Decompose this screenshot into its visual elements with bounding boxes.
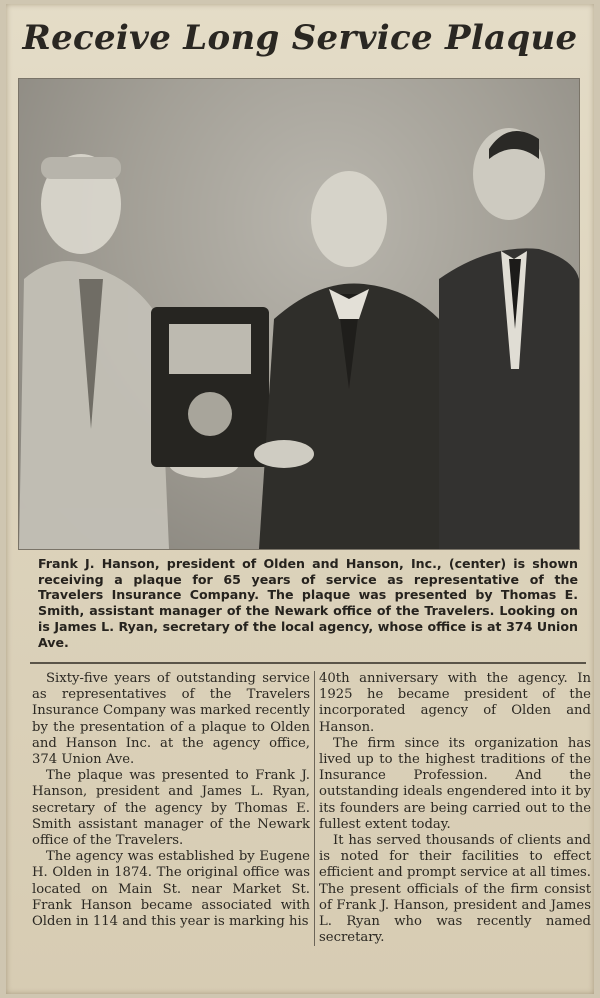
news-photo [18,78,580,550]
article-column-left [32,671,310,930]
article-paragraph: The agency was established by Eugene H. Olden in 1874. The original office was located on Main St. near Market St. Frank Hanson became associated with Olden in 114 and this year is marking his [32,849,310,930]
article-paragraph: Sixty-five years of outstanding service as representatives of the Travelers Insurance Company was marked recently by the presentation of a plaque to Olden and Hanson Inc. at the agency office, 374 Union Ave. [32,671,310,768]
photo-three-men-with-plaque [19,79,579,549]
plaque [151,307,269,467]
headline: Receive Long Service Plaque [22,18,578,58]
article-paragraph: 40th anniversary with the agency. In 1925 he became president of the incorporated agency of Olden and Hanson. [319,671,591,735]
newspaper-clipping [6,4,594,994]
article-paragraph: The firm since its organization has lived up to the highest traditions of the Insurance Profession. And the outstanding ideals engendered into it by its founders are being carried out to the fullest extent today. [319,735,591,832]
article-paragraph: It has served thousands of clients and is noted for their facilities to effect efficient and prompt service at all times. The present officials of the firm consist of Frank J. Hanson, president and James L. Ryan who was recently named secretary. [319,833,591,946]
article-paragraph: The plaque was presented to Frank J. Hanson, president and James L. Ryan, secretary of the agency by Thomas E. Smith assistant manager of the Newark office of the Travelers. [32,768,310,849]
article-column-right [314,671,591,946]
photo-caption: Frank J. Hanson, president of Olden and Hanson, Inc., (center) is shown receiving a plaque for 65 years of service as representative of the Travelers Insurance Company. The plaque was presented by Thomas E. Smith, assistant manager of the Newark office of the Travelers. Looking on is James L. Ryan, secretary of the local agency, whose office is at 374 Union Ave. [38,556,578,650]
divider [30,662,586,664]
